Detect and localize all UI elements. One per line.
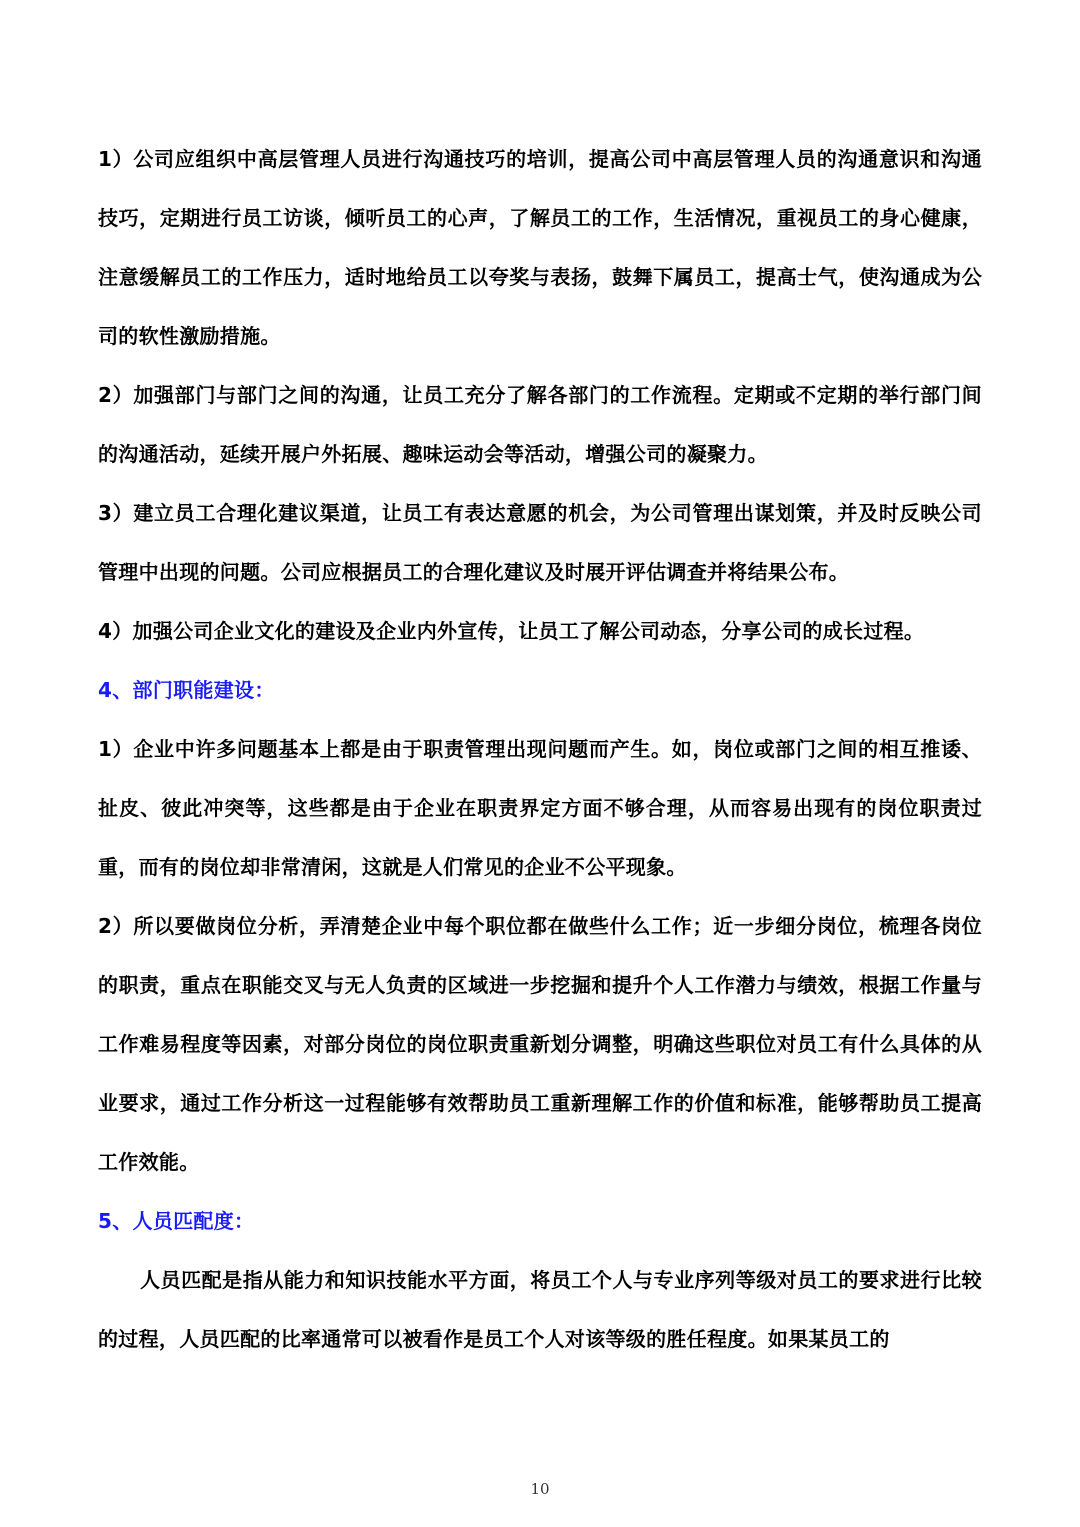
paragraph-department-communication: 2）加强部门与部门之间的沟通，让员工充分了解各部门的工作流程。定期或不定期的举行部门间的沟通活动，延续开展户外拓展、趣味运动会等活动，增强公司的凝聚力。	[98, 383, 982, 466]
paragraph-suggestion-channel: 3）建立员工合理化建议渠道，让员工有表达意愿的机会，为公司管理出谋划策，并及时反映公司管理中出现的问题。公司应根据员工的合理化建议及时展开评估调查并将结果公布。	[98, 501, 982, 584]
paragraph-communication-training: 1）公司应组织中高层管理人员进行沟通技巧的培训，提高公司中高层管理人员的沟通意识和沟通技巧，定期进行员工访谈，倾听员工的心声，了解员工的工作，生活情况，重视员工的身心健康，注意缓解员工的工作压力，适时地给员工以夸奖与表扬，鼓舞下属员工，提高士气，使沟通成为公司的软性激励措施。	[98, 147, 982, 348]
paragraph-corporate-culture: 4）加强公司企业文化的建设及企业内外宣传，让员工了解公司动态，分享公司的成长过程。	[98, 619, 925, 643]
paragraph-job-analysis: 2）所以要做岗位分析，弄清楚企业中每个职位都在做些什么工作；近一步细分岗位，梳理各岗位的职责，重点在职能交叉与无人负责的区域进一步挖掘和提升个人工作潜力与绩效，根据工作量与工作难易程度等因素，对部分岗位的岗位职责重新划分调整，明确这些职位对员工有什么具体的从业要求，通过工作分析这一过程能够有效帮助员工重新理解工作的价值和标准，能够帮助员工提高工作效能。	[98, 914, 982, 1174]
page-number: 10	[530, 1480, 550, 1498]
paragraph-responsibility-issues: 1）企业中许多问题基本上都是由于职责管理出现问题而产生。如，岗位或部门之间的相互推诿、扯皮、彼此冲突等，这些都是由于企业在职责界定方面不够合理，从而容易出现有的岗位职责过重，而有的岗位却非常清闲，这就是人们常见的企业不公平现象。	[98, 737, 982, 879]
section-heading-department-functions: 4、部门职能建设：	[98, 678, 275, 702]
paragraph-personnel-matching: 人员匹配是指从能力和知识技能水平方面，将员工个人与专业序列等级对员工的要求进行比较的过程，人员匹配的比率通常可以被看作是员工个人对该等级的胜任程度。如果某员工的	[98, 1268, 982, 1351]
section-heading-personnel-matching: 5、人员匹配度：	[98, 1209, 255, 1233]
page-content	[98, 130, 982, 1369]
